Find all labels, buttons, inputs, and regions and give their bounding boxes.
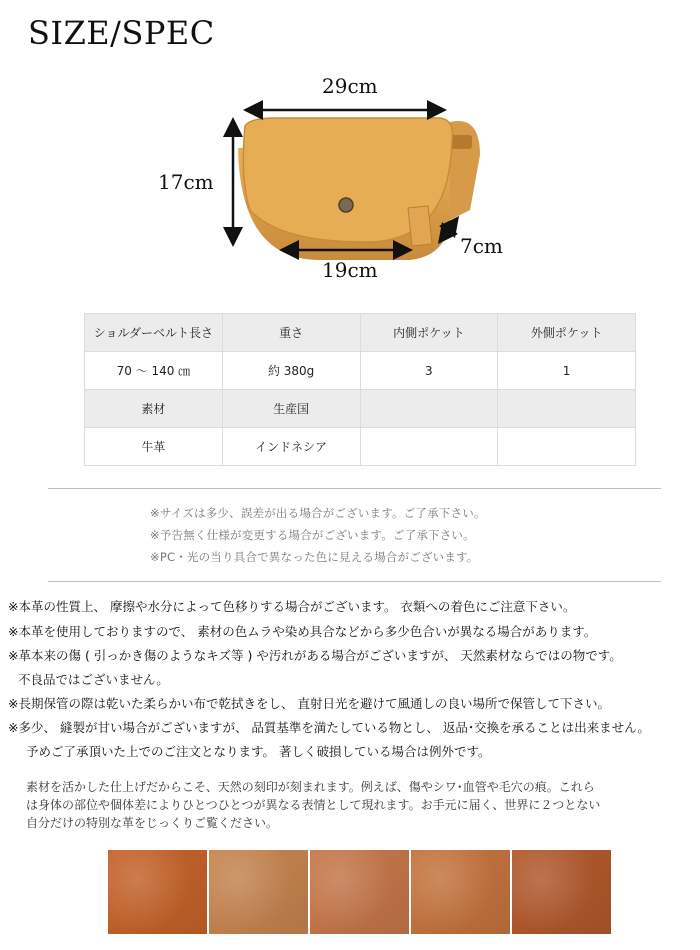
table-cell — [360, 428, 498, 466]
leather-swatch — [310, 850, 409, 934]
description-line: 素材を活かした仕上げだからこそ、天然の刻印が刻まれます。例えば、傷やシワ･血管や毛穴の痕。これら — [26, 780, 595, 794]
table-row — [85, 352, 636, 390]
table-cell: 牛革 — [85, 428, 223, 466]
caution-line: ※本革を使用しておりますので、 素材の色ムラや染め具合などから多少色合いが異なる場合があります。 — [8, 624, 597, 639]
divider — [48, 488, 661, 489]
description-line: は身体の部位や個体差によりひとつひとつが異なる表情として現れます。お手元に届く、世界に２つとない — [26, 798, 601, 812]
spec-change-note: ※予告無く仕様が変更する場合がございます。ご了承下さい。 — [150, 528, 475, 542]
table-cell: 3 — [360, 352, 498, 390]
caution-line: ※本革の性質上、 摩擦や水分によって色移りする場合がございます。 衣類への着色にご注意下さい。 — [8, 599, 576, 614]
size-note: ※サイズは多少、誤差が出る場合がございます。ご了承下さい。 — [150, 506, 486, 520]
spec-table — [84, 313, 636, 466]
table-cell: 外側ポケット — [498, 314, 636, 352]
table-cell — [498, 428, 636, 466]
leather-swatch — [512, 850, 611, 934]
table-cell: 重さ — [222, 314, 360, 352]
bottom-width-label: 19cm — [322, 258, 378, 282]
table-row — [85, 390, 636, 428]
table-cell: ショルダーベルト長さ — [85, 314, 223, 352]
table-cell: インドネシア — [222, 428, 360, 466]
page-title: SIZE/SPEC — [28, 14, 215, 52]
caution-line: 不良品ではございません。 — [18, 672, 169, 687]
leather-swatch — [108, 850, 207, 934]
table-row — [85, 314, 636, 352]
height-label: 17cm — [158, 170, 214, 194]
description-line: 自分だけの特別な革をじっくりご覧ください。 — [26, 816, 279, 830]
leather-description — [26, 778, 696, 832]
table-cell: 生産国 — [222, 390, 360, 428]
width-label: 29cm — [322, 74, 378, 98]
divider — [48, 581, 661, 582]
caution-line: 予めご了承頂いた上でのご注文となります。 著しく破損している場合は例外です。 — [26, 744, 491, 759]
leather-swatch — [209, 850, 308, 934]
leather-swatch — [411, 850, 510, 934]
table-row — [85, 428, 636, 466]
table-cell: 1 — [498, 352, 636, 390]
caution-line: ※革本来の傷 ( 引っかき傷のようなキズ等 ) や汚れがある場合がございますが、 天然素材ならではの物です。 — [8, 648, 622, 663]
table-cell — [360, 390, 498, 428]
caution-line: ※多少、 縫製が甘い場合がございますが、 品質基準を満たしている物とし、 返品･交換を承ることは出来ません。 — [8, 720, 650, 735]
leather-tag — [408, 206, 432, 246]
depth-label: 7cm — [460, 234, 503, 258]
caution-line: ※長期保管の際は乾いた柔らかい布で乾拭きをし、 直射日光を避けて風通しの良い場所で保管して下さい。 — [8, 696, 610, 711]
table-cell: 内側ポケット — [360, 314, 498, 352]
snap-button — [339, 198, 353, 212]
table-cell: 70 ～ 140 ㎝ — [85, 352, 223, 390]
bag-size-figure — [150, 60, 550, 290]
table-cell: 素材 — [85, 390, 223, 428]
table-cell: 約 380g — [222, 352, 360, 390]
color-note: ※PC・光の当り具合で異なった色に見える場合がございます。 — [150, 550, 479, 564]
table-cell — [498, 390, 636, 428]
